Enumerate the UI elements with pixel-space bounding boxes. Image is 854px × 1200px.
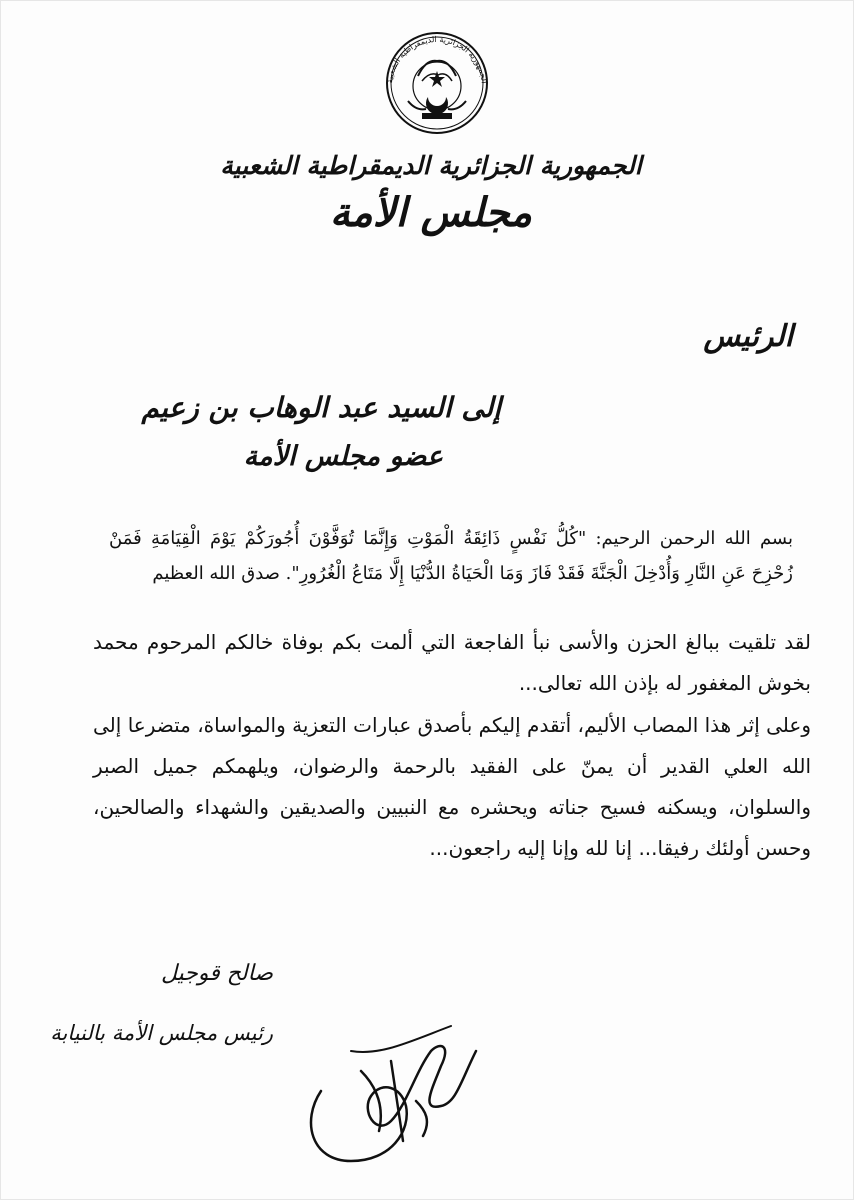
republic-title: الجمهورية الجزائرية الديمقراطية الشعبية xyxy=(220,151,642,180)
handwritten-signature-icon xyxy=(291,1011,491,1171)
condolence-paragraph-2: وعلى إثر هذا المصاب الأليم، أتقدم إليكم بأصدق عبارات التعزية والمواساة، متضرعا إلى الله العلي القدير أن يمنّ على الفقيد بالرحمة والرضوان، ويلهمكم جميل الصبر والسلوان، ويسكنه فسيح جناته ويحشره مع النبيين والصديقين والشهداء والصالحين، وحسن أولئك رفيقا... إنا لله وإنا إليه راجعون... xyxy=(93,713,811,860)
council-title: مجلس الأمة xyxy=(329,189,533,236)
condolence-paragraph-1: لقد تلقيت ببالغ الحزن والأسى نبأ الفاجعة التي ألمت بكم بوفاة خالكم المرحوم محمد بخوش المغفور له بإذن الله تعالى... xyxy=(93,630,811,695)
signer-title: رئيس مجلس الأمة بالنيابة xyxy=(50,1021,273,1045)
quran-verse: بسم الله الرحمن الرحيم: "كُلُّ نَفْسٍ ذَائِقَةُ الْمَوْتِ وَإِنَّمَا تُوَفَّوْنَ أُجُورَكُمْ يَوْمَ الْقِيَامَةِ فَمَنْ زُحْزِحَ عَنِ النَّارِ وَأُدْخِلَ الْجَنَّةَ فَقَدْ فَازَ وَمَا الْحَيَاةُ الدُّنْيَا إِلَّا مَتَاعُ الْغُرُورِ". صدق الله العظيم xyxy=(109,528,793,584)
recipient-name: إلى السيد عبد الوهاب بن زعيم xyxy=(141,391,501,424)
office-title: الرئيس xyxy=(703,319,793,354)
svg-text:الجمهورية الجزائرية الديمقراطي: الجمهورية الجزائرية الديمقراطية الشعبية xyxy=(385,34,489,84)
signer-name: صالح قوجيل xyxy=(160,961,273,986)
algeria-state-emblem-icon xyxy=(378,31,496,135)
recipient-title: عضو مجلس الأمة xyxy=(243,441,443,472)
